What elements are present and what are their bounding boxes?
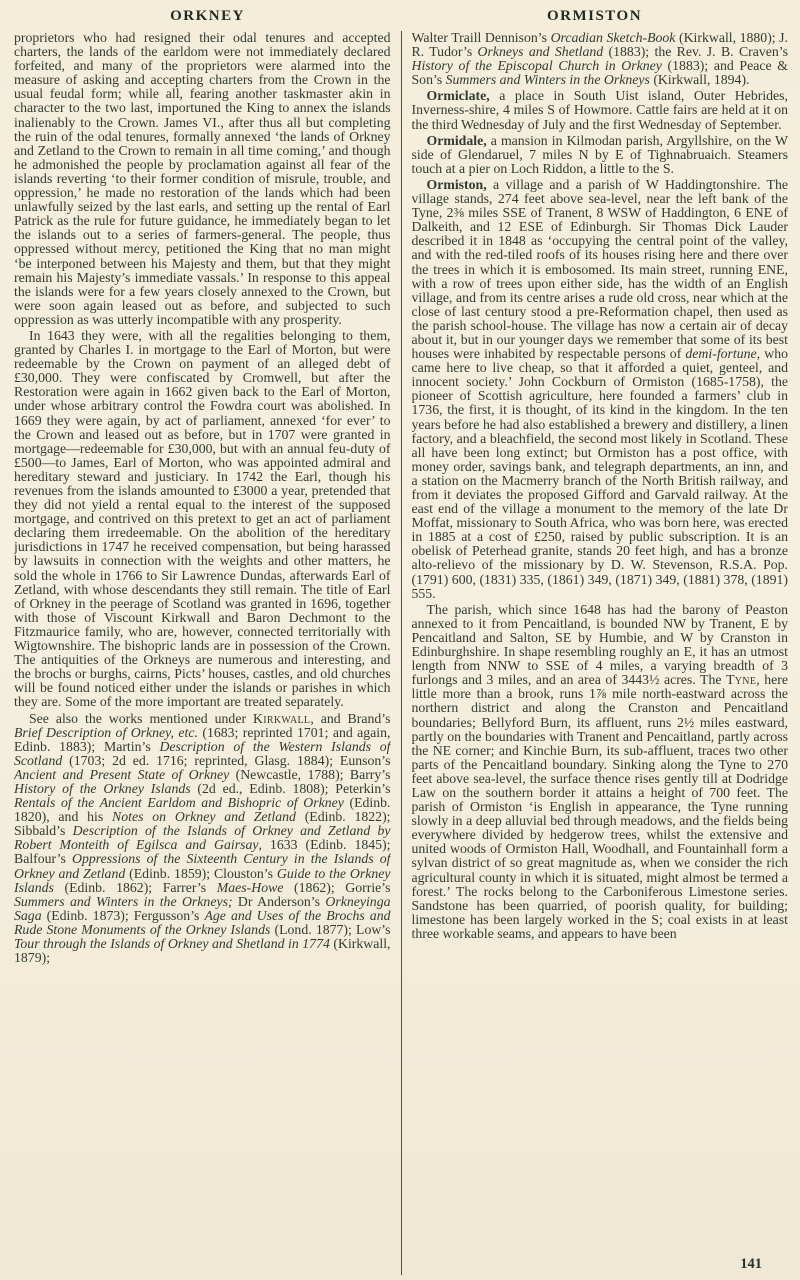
italic-title: Summers and Winters in the Orkneys; bbox=[14, 893, 233, 909]
paragraph: Walter Traill Dennison’s Orcadian Sketch-Book (Kirkwall, 1880); J. R. Tudor’s Orkneys and Shetland (1883); the Rev. J. B. Craven’s History of the Episcopal Church in Orkney (1883); and Peace & Son’s Summers and Winters in the Orkneys (Kirkwall, 1894). bbox=[411, 31, 788, 88]
entry-headword: Ormiston, bbox=[426, 176, 487, 192]
italic-title: Notes on Orkney and Zetland bbox=[112, 809, 296, 825]
italic-title: Orkneyinga Saga bbox=[14, 893, 391, 923]
running-head-left: ORKNEY bbox=[170, 8, 245, 24]
italic-title: Oppressions of the Sixteenth Century in the Islands of Orkney and Zetland bbox=[14, 851, 391, 881]
paragraph: proprietors who had resigned their odal tenures and accepted charters, the lands of the earldom were not immediately declared forfeited, and many of the proprietors were alarmed into the measure of asking and accepting charters from the Crown in the usual feudal form; while all, fearing another taskmaster akin in character to the two last, importuned the King to annex the islands inalienably to the Crown. James VI., after thus all but completing the ruin of the odal tenures, formally annexed ‘the lands of Orkney and Zetland to the Crown to remain in all time coming,’ and though he admonished the people by proclamation against all fear of the islands reverting ‘to their former condition of misrule, trouble, and oppression,’ he made no restoration of the lands which had been unlawfully seized by the last earls, and setting up the rental of Earl Patrick as the rule for future guidance, he immediately began to let the islands out to a series of farmers-general. The people, thus oppressed without mercy, petitioned the King that no man might ‘be interponed between his Majesty and them, but that they might remain his Majesty’s immediate vassals.’ In response to this appeal the islands were for a few years closely annexed to the Crown, but were soon again leased out as before, and subjected to such oppression as was utterly incompatible with any prosperity. bbox=[14, 31, 391, 327]
paragraph: See also the works mentioned under Kirkwall, and Brand’s Brief Description of Orkney, etc. (1683; reprinted 1701; and again, Edinb. 1883); Martin’s Description of the Western Islands of Scotland (1703; 2d ed. 1716; reprinted, Glasg. 1884); Eunson’s Ancient and Present State of Orkney (Newcastle, 1788); Barry’s History of the Orkney Islands (2d ed., Edinb. 1808); Peterkin’s Rentals of the Ancient Earldom and Bishopric of Orkney (Edinb. 1820), and his Notes on Orkney and Zetland (Edinb. 1822); Sibbald’s Description of the Islands of Orkney and Zetland by Robert Monteith of Egilsca and Gairsay, 1633 (Edinb. 1845); Balfour’s Oppressions of the Sixteenth Century in the Islands of Orkney and Zetland (Edinb. 1859); Clouston’s Guide to the Orkney Islands (Edinb. 1862); Farrer’s Maes-Howe (1862); Gorrie’s Summers and Winters in the Orkneys; Dr Anderson’s Orkneyinga Saga (Edinb. 1873); Fergusson’s Age and Uses of the Brochs and Rude Stone Monuments of the Orkney Islands (Lond. 1877); Low’s Tour through the Islands of Orkney and Shetland in 1774 (Kirkwall, 1879); bbox=[14, 710, 391, 966]
page-number: 141 bbox=[740, 1256, 762, 1272]
running-header bbox=[14, 8, 788, 25]
italic-title: Tour through the Islands of Orkney and Shetland in 1774 bbox=[14, 936, 330, 951]
entry-headword: Ormidale, bbox=[426, 132, 487, 148]
italic-title: Age and Uses of the Brochs and Rude Stone Monuments of the Orkney Islands bbox=[14, 907, 391, 937]
italic-title: Orkneys and Shetland bbox=[477, 44, 604, 60]
paragraph: In 1643 they were, with all the regalities belonging to them, granted by Charles I. in mortgage to the Earl of Morton, but were redeemable by the Crown on payment of an alleged debt of £30,000. They were confiscated by Cromwell, but after the Restoration were again in 1662 given back to the Earl of Morton, under whose arbitrary control the Fowdra court was abolished. In 1669 they were again, by act of parliament, annexed ‘for ever’ to the Crown and leased out as before, but in 1707 were granted in mortgage—redeemable for £30,000, but with an annual feu-duty of £500—to James, Earl of Morton, who was appointed admiral and hereditary steward and justiciary. In 1742 the Earl, though his revenues from the islands amounted to £3000 a year, pretended that they did not yield a rental equal to the interest of the supposed mortgage, and contrived on this pretext to get an act of parliament declaring them irredeemable. On the abolition of the hereditary jurisdictions in 1747 he received compensation, but being harassed by lawsuits in connection with the weights and other matters, he sold the whole in 1766 to Sir Lawrence Dundas, afterwards Earl of Zetland, with whose descendants they still remain. The title of Earl of Orkney in the peerage of Scotland was granted in 1696, together with those of Viscount Kirkwall and Baron Dechmont to the Fitzmaurice family, who are, however, connected territorially with Wigtownshire. The bishopric lands are in possession of the Crown. The antiquities of the Orkneys are numerous and interesting, and the brochs or burghs, cairns, Picts’ houses, castles, and old churches will be found noticed either under the islands or parishes in which they are. Some of the more important are treated separately. bbox=[14, 327, 391, 710]
small-caps-reference: Kirkwall bbox=[252, 710, 311, 726]
paragraph: The parish, which since 1648 has had the barony of Peaston annexed to it from Pencaitland, is bounded NW by Tranent, E by Pencaitland and Salton, SE by Humbie, and W by Cranston in Edinburghshire. In shape resembling roughly an E, it has an utmost length from NNW to SSE of 4 miles, a varying breadth of 3 furlongs and 3 miles, and an area of 3443½ acres. The Tyne, here little more than a brook, runs 1⅞ mile north-eastward across the northern district and along the Cranston and Pencaitland boundaries; Bellyford Burn, its affluent, runs 2½ miles eastward, partly on the boundaries with Tranent and Pencaitland, partly across the NE corner; and Kinchie Burn, its sub-affluent, traces two other parts of the Pencaitland boundary. Sinking along the Tyne to 270 feet above sea-level, the surface thence rises gently till at Dodridge Law on the southern border it attains a height of 700 feet. The parish of Ormiston ‘is English in appearance, the Tyne running slowly in a deep alluvial bed through meadows, and the fields being everywhere divided by hedgerow trees, whilst the extensive and united woods of Ormiston Hall, Woodhall, and Fountainhall form a sylvan district of so great magnitude as, when we consider the rich agricultural county in which it is situated, might almost be termed a forest.’ The rocks belong to the Carboniferous Limestone series. Sandstone has been quarried, of poorish quality, for building; limestone has been largely worked in the S; coal exists in at least three workable seams, and appears to have been bbox=[411, 601, 788, 941]
italic-title: Guide to the Orkney Islands bbox=[14, 865, 391, 895]
column-divider bbox=[401, 31, 402, 1275]
italic-title: Brief Description of Orkney, etc. bbox=[14, 724, 198, 740]
italic-title: Rentals of the Ancient Earldom and Bishopric of Orkney bbox=[14, 795, 344, 811]
running-head-right: ORMISTON bbox=[546, 8, 643, 24]
italic-title: History of the Orkney Islands bbox=[14, 780, 191, 796]
italic-title: Orcadian Sketch-Book bbox=[550, 31, 676, 45]
italic-title: Ancient and Present State of Orkney bbox=[14, 766, 230, 782]
paragraph: Ormiston, a village and a parish of W Haddingtonshire. The village stands, 274 feet above sea-level, near the left bank of the Tyne, 2⅜ miles SSE of Tranent, 8 WSW of Haddington, 6 ENE of Dalkeith, and 12 ESE of Edinburgh. Sir Thomas Dick Lauder described it in 1848 as ‘occupying the central point of the valley, and with the red-tiled roofs of its houses rising here and there over the trees in which it is embosomed. Its main street, running ENE, with a row of trees upon either side, has the width of an English village, and from its centre arises a rude old cross, near which at the close of last century stood a pre-Reformation chapel, then used as the parish school-house. The village has now a certain air of decay about it, but in our younger days we remember that some of its best houses were inhabited by respectable persons of demi-fortune, who came here to live cheap, so that it afforded a quiet, genteel, and innocent society.’ John Cockburn of Ormiston (1685-1758), the pioneer of Scottish agriculture, here founded a farmers’ club in 1736, the first, it is thought, of its kind in the kingdom. In the ten years before he had also established a brewery and distillery, a linen factory, and a bleachfield, the second most likely in Scotland. These all have been long extinct; but Ormiston has a post office, with money order, savings bank, and telegraph departments, an inn, and a station on the Macmerry branch of the North British railway, and from it deviates the proposed Gifford and Garvald railway. At the east end of the village a monument to the memory of the late Dr Moffat, missionary to South Africa, who was born here, was erected in 1885 at a cost of £250, raised by public subscription. It is an obelisk of Peterhead granite, stands 20 feet high, and has a bronze alto-relievo of the missionary by D. W. Stevenson, R.S.A. Pop. (1791) 600, (1831) 335, (1861) 349, (1871) 349, (1881) 378, (1891) 555. bbox=[411, 176, 788, 601]
small-caps-reference: Tyne bbox=[726, 672, 757, 688]
italic-title: demi-fortune, bbox=[685, 346, 761, 362]
italic-title: Description of the Western Islands of Scotland bbox=[14, 738, 391, 768]
italic-title: Maes-Howe bbox=[216, 879, 284, 895]
italic-title: Description of the Islands of Orkney and Zetland by Robert Monteith of Egilsca and Gairsay bbox=[14, 823, 391, 853]
left-column bbox=[14, 31, 391, 1275]
paragraph: Ormidale, a mansion in Kilmodan parish, Argyllshire, on the W side of Glendaruel, 7 miles N by E of Tighnabruaich. Steamers touch at a pier on Loch Riddon, a little to the S. bbox=[411, 132, 788, 176]
text-columns bbox=[14, 31, 788, 1275]
paragraph: Ormiclate, a place in South Uist island, Outer Hebrides, Inverness-shire, 4 miles S of Howmore. Cattle fairs are held at it on the third Wednesday of July and the first Wednesday of September. bbox=[411, 88, 788, 132]
entry-headword: Ormiclate, bbox=[426, 88, 490, 104]
italic-title: History of the Episcopal Church in Orkney bbox=[411, 58, 662, 74]
italic-title: Summers and Winters in the Orkneys bbox=[445, 72, 650, 88]
right-column bbox=[412, 31, 789, 1275]
